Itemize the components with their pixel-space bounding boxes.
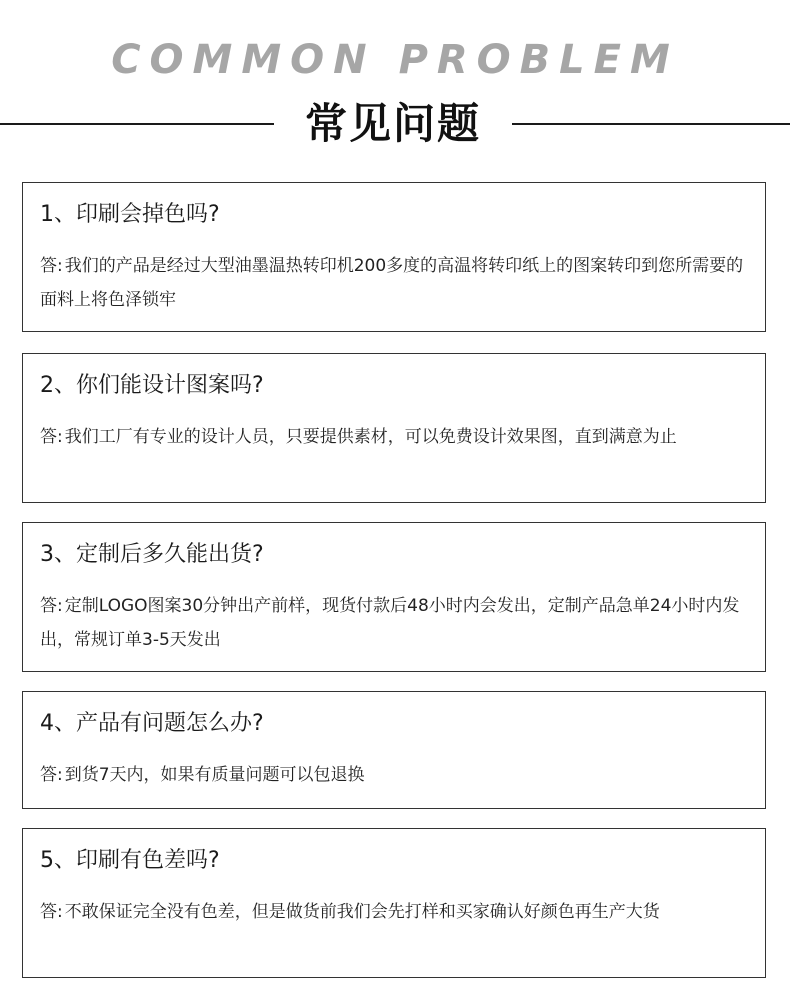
- faq-answer-text: 我们的产品是经过大型油墨温热转印机200多度的高温将转印纸上的图案转印到您所需要的面料上将色泽锁牢: [40, 256, 744, 310]
- faq-answer-text: 到货7天内，如果有质量问题可以包退换: [64, 765, 365, 785]
- faq-answer: [40, 589, 752, 657]
- faq-answer-text: 不敢保证完全没有色差，但是做货前我们会先打样和买家确认好颜色再生产大货: [64, 902, 660, 922]
- faq-answer-prefix: 答:: [40, 765, 63, 785]
- faq-question: 3、定制后多久能出货?: [40, 542, 264, 567]
- faq-answer-prefix: 答:: [40, 596, 63, 616]
- faq-item-1: [22, 182, 766, 332]
- faq-item-2: [22, 353, 766, 503]
- faq-answer-text: 定制LOGO图案30分钟出产前样，现货付款后48小时内会发出，定制产品急单24小时内发出，常规订单3-5天发出: [40, 596, 740, 650]
- header-divider-left: [0, 123, 274, 125]
- faq-question: 2、你们能设计图案吗?: [40, 373, 264, 398]
- faq-answer-prefix: 答:: [40, 427, 63, 447]
- faq-answer-prefix: 答:: [40, 902, 63, 922]
- faq-question: 4、产品有问题怎么办?: [40, 711, 264, 736]
- faq-answer-text: 我们工厂有专业的设计人员，只要提供素材，可以免费设计效果图，直到满意为止: [64, 427, 677, 447]
- faq-item-4: [22, 691, 766, 809]
- faq-answer: [40, 895, 752, 929]
- faq-answer: [40, 249, 752, 317]
- header-title-en: COMMON PROBLEM: [111, 37, 679, 83]
- faq-item-5: [22, 828, 766, 978]
- faq-question: 1、印刷会掉色吗?: [40, 202, 220, 227]
- header-divider-right: [512, 123, 790, 125]
- faq-answer: [40, 420, 752, 454]
- faq-question: 5、印刷有色差吗?: [40, 848, 220, 873]
- header-title-row: [0, 96, 790, 152]
- faq-answer: [40, 758, 752, 792]
- faq-item-3: [22, 522, 766, 672]
- header-title-zh: 常见问题: [304, 99, 481, 148]
- faq-answer-prefix: 答:: [40, 256, 63, 276]
